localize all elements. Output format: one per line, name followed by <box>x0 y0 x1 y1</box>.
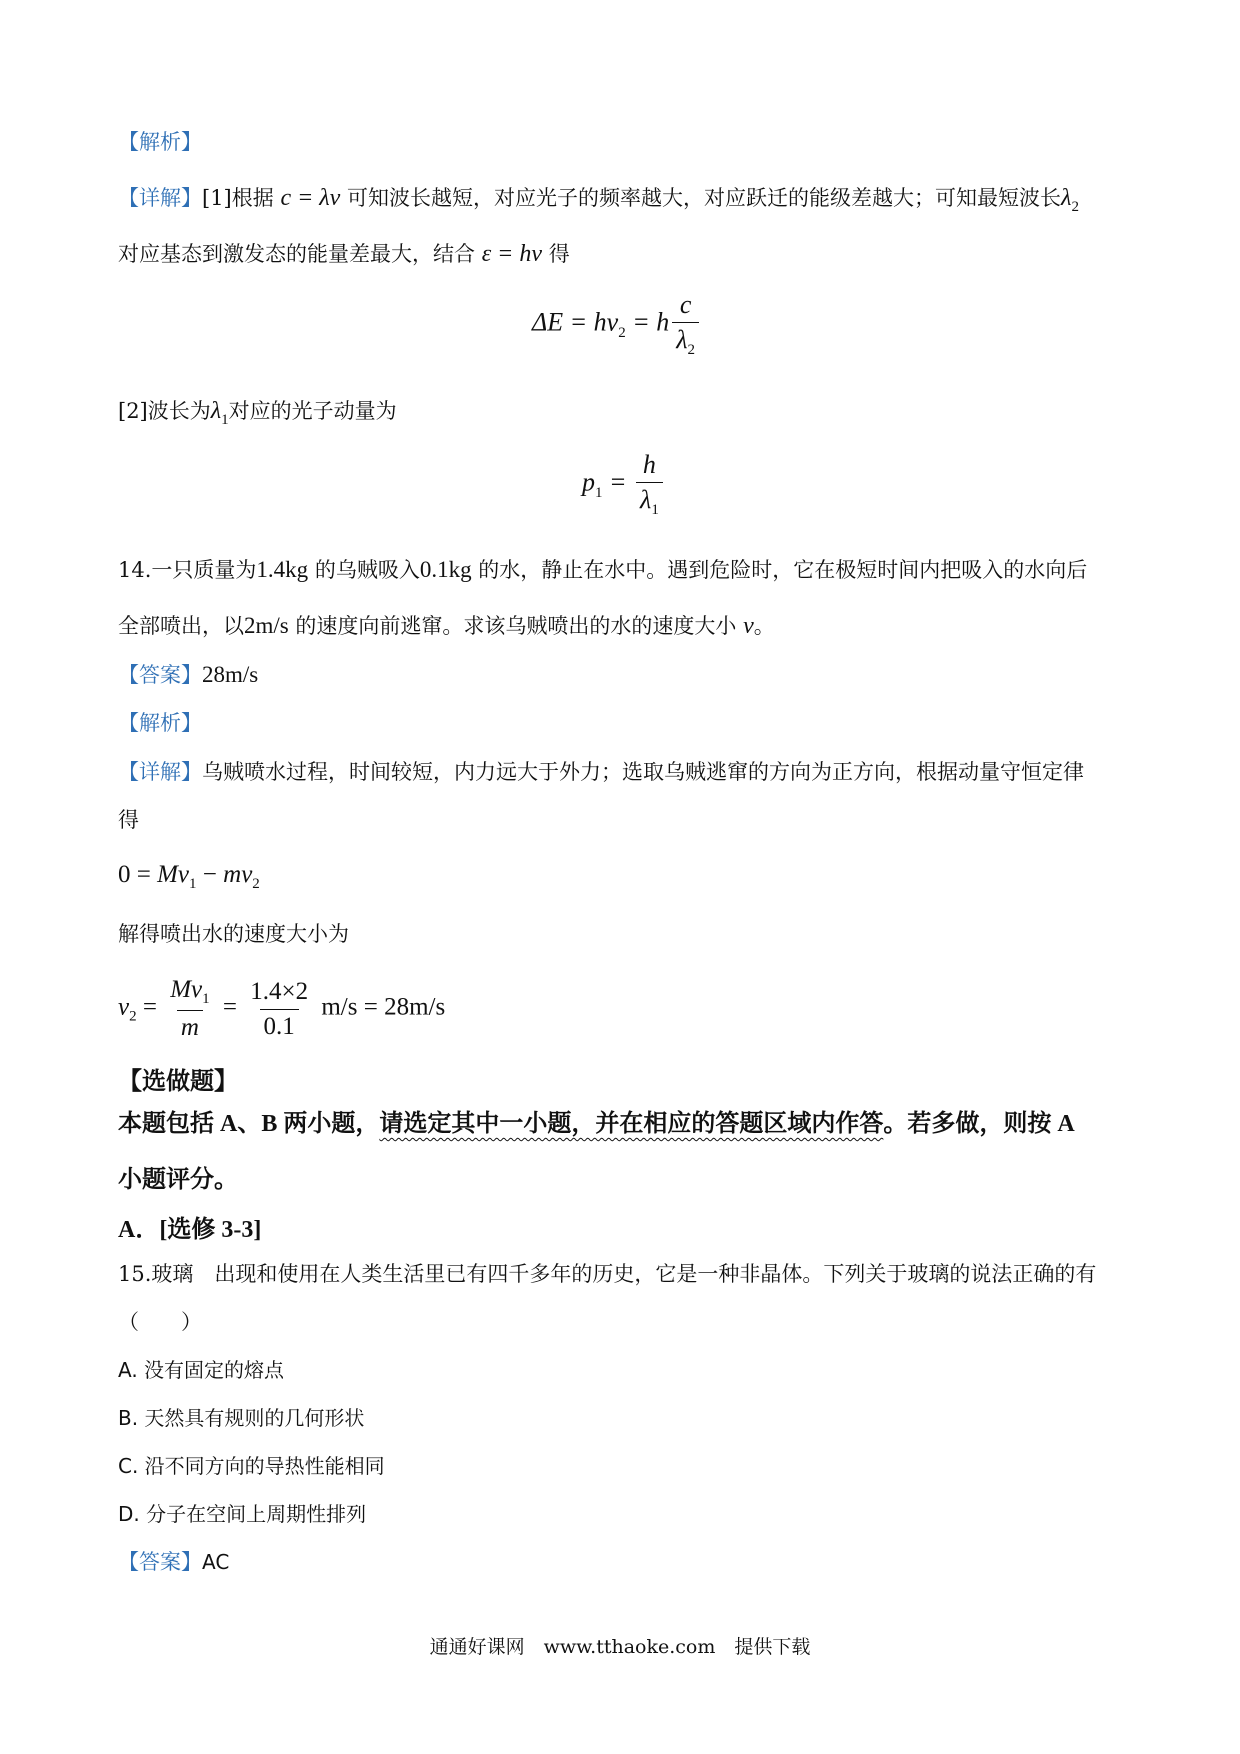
detail-tag: 【详解】 <box>118 760 202 784</box>
lambda-2-symbol: $\lambda_2$ <box>1061 185 1079 215</box>
detail-text: [2]波长为 <box>118 399 211 423</box>
q14-text: 14.一只质量为 <box>118 558 257 582</box>
lambda-1-symbol: $\lambda_1$ <box>210 398 229 428</box>
equation-delta-e: $\Delta E = h\nu_2 = h$ $\frac{c}{\lambda_2}$ <box>532 290 702 359</box>
instruction-emphasis: 请选定其中一小题，并在相应的答题区域内作答 <box>379 1111 884 1137</box>
equation-momentum-conservation: $0 = Mv_1 - mv_2$ <box>118 861 260 892</box>
equation-c-lambda-nu: c = λν <box>280 185 341 211</box>
q14-detail-line-1 <box>118 760 1084 785</box>
elective-heading: 【选做题】 <box>118 1069 238 1095</box>
detail-text: 乌贼喷水过程，时间较短，内力远大于外力；选取乌贼逃窜的方向为正方向，根据动量守恒定律 <box>202 760 1084 784</box>
q14-text: 的乌贼吸入 <box>314 558 420 582</box>
option-c: C. 沿不同方向的导热性能相同 <box>118 1454 385 1478</box>
q14-text: 的水，静止在水中。遇到危险时，它在极短时间内把吸入的水向后 <box>478 558 1088 582</box>
detail-tag: 【详解】 <box>118 186 202 210</box>
q15-stem-line-2: （ ） <box>118 1310 202 1334</box>
detail-text: 对应的光子动量为 <box>228 399 397 423</box>
detail-text: 得 <box>548 242 570 266</box>
water-mass-value: 0.1kg <box>419 557 472 582</box>
detail-paragraph-3 <box>118 397 397 429</box>
equation-water-velocity: $v_2$ = $\frac{Mv_1}{m}$ = $\frac{1.4\times 2}{0.1}$ m/s = 28m/s <box>118 976 446 1041</box>
answer-tag: 【答案】 <box>118 663 202 687</box>
analysis-tag-q13: 【解析】 <box>118 130 202 154</box>
q14-stem-line-1 <box>118 556 1087 584</box>
analysis-tag-q14: 【解析】 <box>118 711 202 735</box>
q14-text: 。 <box>753 614 775 638</box>
detail-text: [1]根据 <box>202 186 274 210</box>
detail-text: 对应基态到激发态的能量差最大，结合 <box>118 242 475 266</box>
speed-value: 2m/s <box>244 613 289 638</box>
detail-paragraph-2 <box>118 240 570 269</box>
q15-answer <box>118 1550 229 1575</box>
answer-tag: 【答案】 <box>118 1550 202 1574</box>
elective-instruction-2: 小题评分。 <box>118 1167 238 1193</box>
q14-answer <box>118 661 258 689</box>
detail-text: 可知波长越短，对应光子的频率越大，对应跃迁的能级差越大；可知最短波长 <box>347 186 1062 210</box>
q14-text: 的速度向前逃窜。求该乌贼喷出的水的速度大小 <box>295 614 737 638</box>
equation-momentum: $p_1$ = $\frac{h}{\lambda_1}$ <box>582 450 666 519</box>
velocity-symbol: v <box>743 613 754 639</box>
q14-detail-line-2: 得 <box>118 808 139 832</box>
instruction-text: 本题包括 A、B 两小题， <box>118 1111 380 1137</box>
section-a-heading: A．[选修 3-3] <box>118 1217 262 1243</box>
option-d: D. 分子在空间上周期性排列 <box>118 1502 367 1526</box>
elective-instruction-1 <box>118 1110 1075 1139</box>
solve-text: 解得喷出水的速度大小为 <box>118 922 349 946</box>
equation-epsilon-h-nu: ε = hν <box>481 241 542 267</box>
detail-paragraph-1 <box>118 184 1079 216</box>
q14-text: 全部喷出，以 <box>118 614 244 638</box>
instruction-text: 。若多做，则按 A <box>883 1111 1075 1137</box>
answer-value: AC <box>202 1550 230 1574</box>
option-a: A. 没有固定的熔点 <box>118 1358 285 1382</box>
footer-source: 通通好课网 www.tthaoke.com 提供下载 <box>429 1636 811 1658</box>
q15-stem-line-1: 15.玻璃 出现和使用在人类生活里已有四千多年的历史，它是一种非晶体。下列关于玻璃的说法正确的有 <box>118 1262 1097 1286</box>
option-b: B. 天然具有规则的几何形状 <box>118 1406 365 1430</box>
answer-value: 28m/s <box>202 662 259 687</box>
mass-value: 1.4kg <box>256 557 309 582</box>
q14-stem-line-2 <box>118 612 775 641</box>
